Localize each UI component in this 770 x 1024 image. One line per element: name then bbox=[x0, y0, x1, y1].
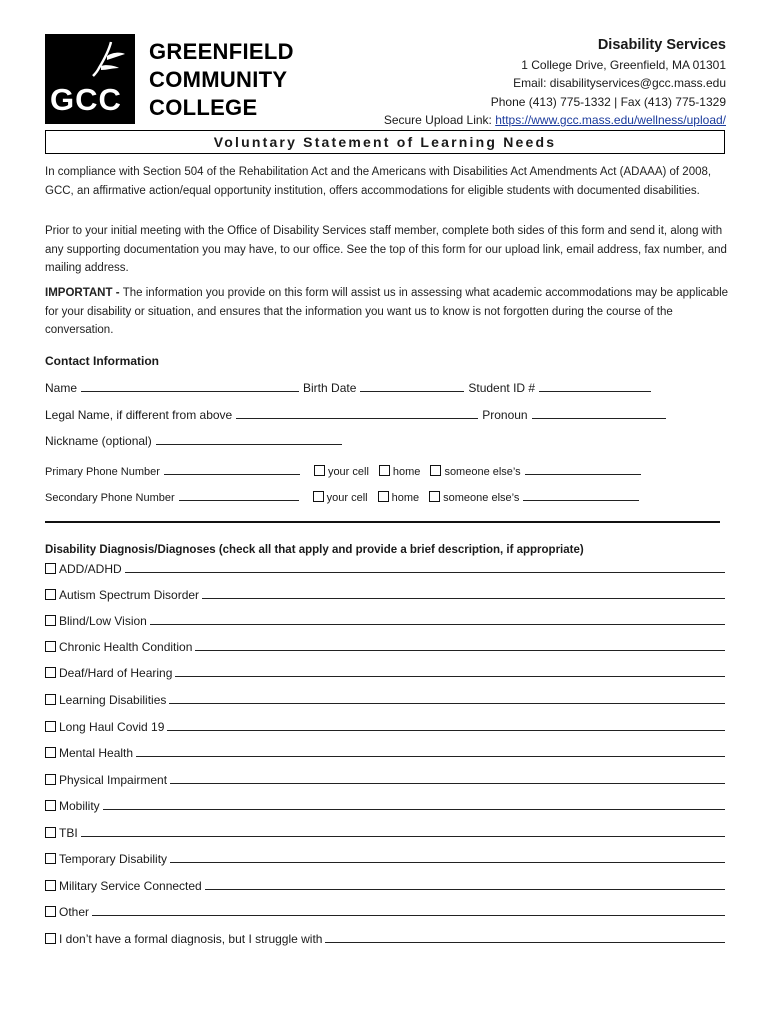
upload-link[interactable]: https://www.gcc.mass.edu/wellness/upload/ bbox=[495, 113, 726, 128]
diagnosis-description-field[interactable] bbox=[125, 562, 725, 573]
primary-cell-checkbox[interactable] bbox=[314, 465, 325, 476]
diagnosis-item bbox=[45, 879, 725, 893]
diagnosis-checkbox[interactable] bbox=[45, 667, 56, 678]
nickname-field[interactable] bbox=[156, 434, 342, 445]
secondary-home-checkbox[interactable] bbox=[378, 491, 389, 502]
diagnosis-description-field[interactable] bbox=[170, 852, 725, 863]
secondary-phone-row: Secondary Phone Number your cell home someone else’s bbox=[45, 490, 643, 504]
student-id-field[interactable] bbox=[539, 381, 651, 392]
diagnosis-description-field[interactable] bbox=[325, 932, 725, 943]
name-row: Name Birth Date Student ID # bbox=[45, 381, 655, 395]
diagnosis-checkbox[interactable] bbox=[45, 641, 56, 652]
diagnosis-item bbox=[45, 852, 725, 866]
pronoun-field[interactable] bbox=[532, 408, 666, 419]
diagnosis-section-title: Disability Diagnosis/Diagnoses (check all that apply and provide a brief description, if appropriate) bbox=[45, 544, 584, 556]
diagnosis-description-field[interactable] bbox=[92, 905, 725, 916]
logo-text: GCC bbox=[50, 82, 122, 117]
section-divider bbox=[45, 521, 720, 523]
phone-fax: Phone (413) 775-1332 | Fax (413) 775-1329 bbox=[490, 94, 726, 109]
diagnosis-description-field[interactable] bbox=[202, 588, 725, 599]
contact-section-title: Contact Information bbox=[45, 354, 159, 368]
diagnosis-label: Autism Spectrum Disorder bbox=[59, 588, 200, 602]
diagnosis-description-field[interactable] bbox=[205, 879, 725, 890]
diagnosis-item bbox=[45, 826, 725, 840]
diagnosis-item bbox=[45, 720, 725, 734]
diagnosis-label: Physical Impairment bbox=[59, 773, 168, 787]
diagnosis-checkbox[interactable] bbox=[45, 615, 56, 626]
email: Email: disabilityservices@gcc.mass.edu bbox=[513, 76, 726, 91]
diagnosis-checkbox[interactable] bbox=[45, 906, 56, 917]
diagnosis-label: ADD/ADHD bbox=[59, 562, 122, 576]
secondary-other-field[interactable] bbox=[523, 490, 639, 501]
college-name: GREENFIELD COMMUNITY COLLEGE bbox=[149, 39, 294, 120]
diagnosis-item bbox=[45, 799, 725, 813]
diagnosis-description-field[interactable] bbox=[103, 799, 725, 810]
diagnosis-item bbox=[45, 905, 725, 919]
name-field[interactable] bbox=[81, 381, 299, 392]
diagnosis-checkbox[interactable] bbox=[45, 853, 56, 864]
diagnosis-label: Temporary Disability bbox=[59, 852, 168, 866]
department-name: Disability Services bbox=[597, 37, 726, 53]
intro-paragraph-2: Prior to your initial meeting with the Office of Disability Services staff member, complete both sides of this form and send it, along with any supporting documentation you may have, to our office. See the top of this form for our upload link, email address, fax number, and mailing address. bbox=[45, 225, 727, 274]
legal-name-field[interactable] bbox=[236, 408, 478, 419]
diagnosis-checkbox[interactable] bbox=[45, 747, 56, 758]
diagnosis-description-field[interactable] bbox=[169, 693, 725, 704]
diagnosis-checkbox[interactable] bbox=[45, 694, 56, 705]
diagnosis-label: Other bbox=[59, 905, 90, 919]
diagnosis-checkbox[interactable] bbox=[45, 589, 56, 600]
diagnosis-checkbox[interactable] bbox=[45, 880, 56, 891]
diagnosis-item bbox=[45, 666, 725, 680]
diagnosis-label: Learning Disabilities bbox=[59, 693, 167, 707]
diagnosis-description-field[interactable] bbox=[81, 826, 725, 837]
diagnosis-checkbox[interactable] bbox=[45, 563, 56, 574]
birth-date-field[interactable] bbox=[360, 381, 464, 392]
diagnosis-description-field[interactable] bbox=[195, 640, 725, 651]
gcc-logo bbox=[45, 34, 135, 124]
diagnosis-description-field[interactable] bbox=[136, 746, 725, 757]
diagnosis-label: Long Haul Covid 19 bbox=[59, 720, 165, 734]
diagnosis-checkbox[interactable] bbox=[45, 774, 56, 785]
primary-phone-field[interactable] bbox=[164, 464, 300, 475]
primary-home-checkbox[interactable] bbox=[379, 465, 390, 476]
primary-phone-row: Primary Phone Number your cell home someone else’s bbox=[45, 464, 645, 478]
diagnosis-description-field[interactable] bbox=[170, 773, 725, 784]
nickname-row: Nickname (optional) bbox=[45, 434, 346, 448]
diagnosis-label: Chronic Health Condition bbox=[59, 640, 193, 654]
diagnosis-description-field[interactable] bbox=[167, 720, 725, 731]
diagnosis-label: TBI bbox=[59, 826, 78, 840]
primary-other-field[interactable] bbox=[525, 464, 641, 475]
diagnosis-checkbox[interactable] bbox=[45, 800, 56, 811]
diagnosis-item bbox=[45, 773, 725, 787]
diagnosis-item bbox=[45, 693, 725, 707]
diagnosis-item bbox=[45, 746, 725, 760]
diagnosis-item bbox=[45, 640, 725, 654]
diagnosis-item bbox=[45, 614, 725, 628]
diagnosis-checkbox[interactable] bbox=[45, 827, 56, 838]
upload-line: Secure Upload Link: https://www.gcc.mass.edu/wellness/upload/ bbox=[383, 113, 726, 128]
form-title: Voluntary Statement of Learning Needs bbox=[45, 130, 725, 154]
primary-other-checkbox[interactable] bbox=[430, 465, 441, 476]
legal-name-row: Legal Name, if different from above Pronoun bbox=[45, 408, 670, 422]
diagnosis-checkbox[interactable] bbox=[45, 721, 56, 732]
diagnosis-label: I don’t have a formal diagnosis, but I struggle with bbox=[59, 932, 323, 946]
diagnosis-description-field[interactable] bbox=[150, 614, 725, 625]
secondary-cell-checkbox[interactable] bbox=[313, 491, 324, 502]
diagnosis-checkbox[interactable] bbox=[45, 933, 56, 944]
leaf-icon bbox=[91, 40, 127, 80]
secondary-other-checkbox[interactable] bbox=[429, 491, 440, 502]
diagnosis-item bbox=[45, 588, 725, 602]
intro-paragraph-3: IMPORTANT - The information you provide on this form will assist us in assessing what academic accommodations may be applicable for your disability or situation, and ensures that the information you want us to know is not forgotten during the course of the conversation. bbox=[45, 287, 729, 336]
diagnosis-label: Mental Health bbox=[59, 746, 134, 760]
diagnosis-label: Mobility bbox=[59, 799, 100, 813]
secondary-phone-field[interactable] bbox=[179, 490, 299, 501]
address: 1 College Drive, Greenfield, MA 01301 bbox=[521, 58, 726, 72]
diagnosis-label: Blind/Low Vision bbox=[59, 614, 147, 628]
contact-block bbox=[384, 34, 726, 130]
diagnosis-label: Deaf/Hard of Hearing bbox=[59, 666, 173, 680]
diagnosis-description-field[interactable] bbox=[175, 666, 725, 677]
diagnosis-item bbox=[45, 932, 725, 946]
diagnosis-label: Military Service Connected bbox=[59, 879, 202, 893]
intro-paragraph-1: In compliance with Section 504 of the Rehabilitation Act and the Americans with Disabilities Act Amendments Act (ADAAA) of 2008, GCC, an affirmative action/equal opportunity institution, offers accommodations for eligible students with documented disabilities. bbox=[45, 166, 712, 197]
diagnosis-item bbox=[45, 562, 725, 576]
